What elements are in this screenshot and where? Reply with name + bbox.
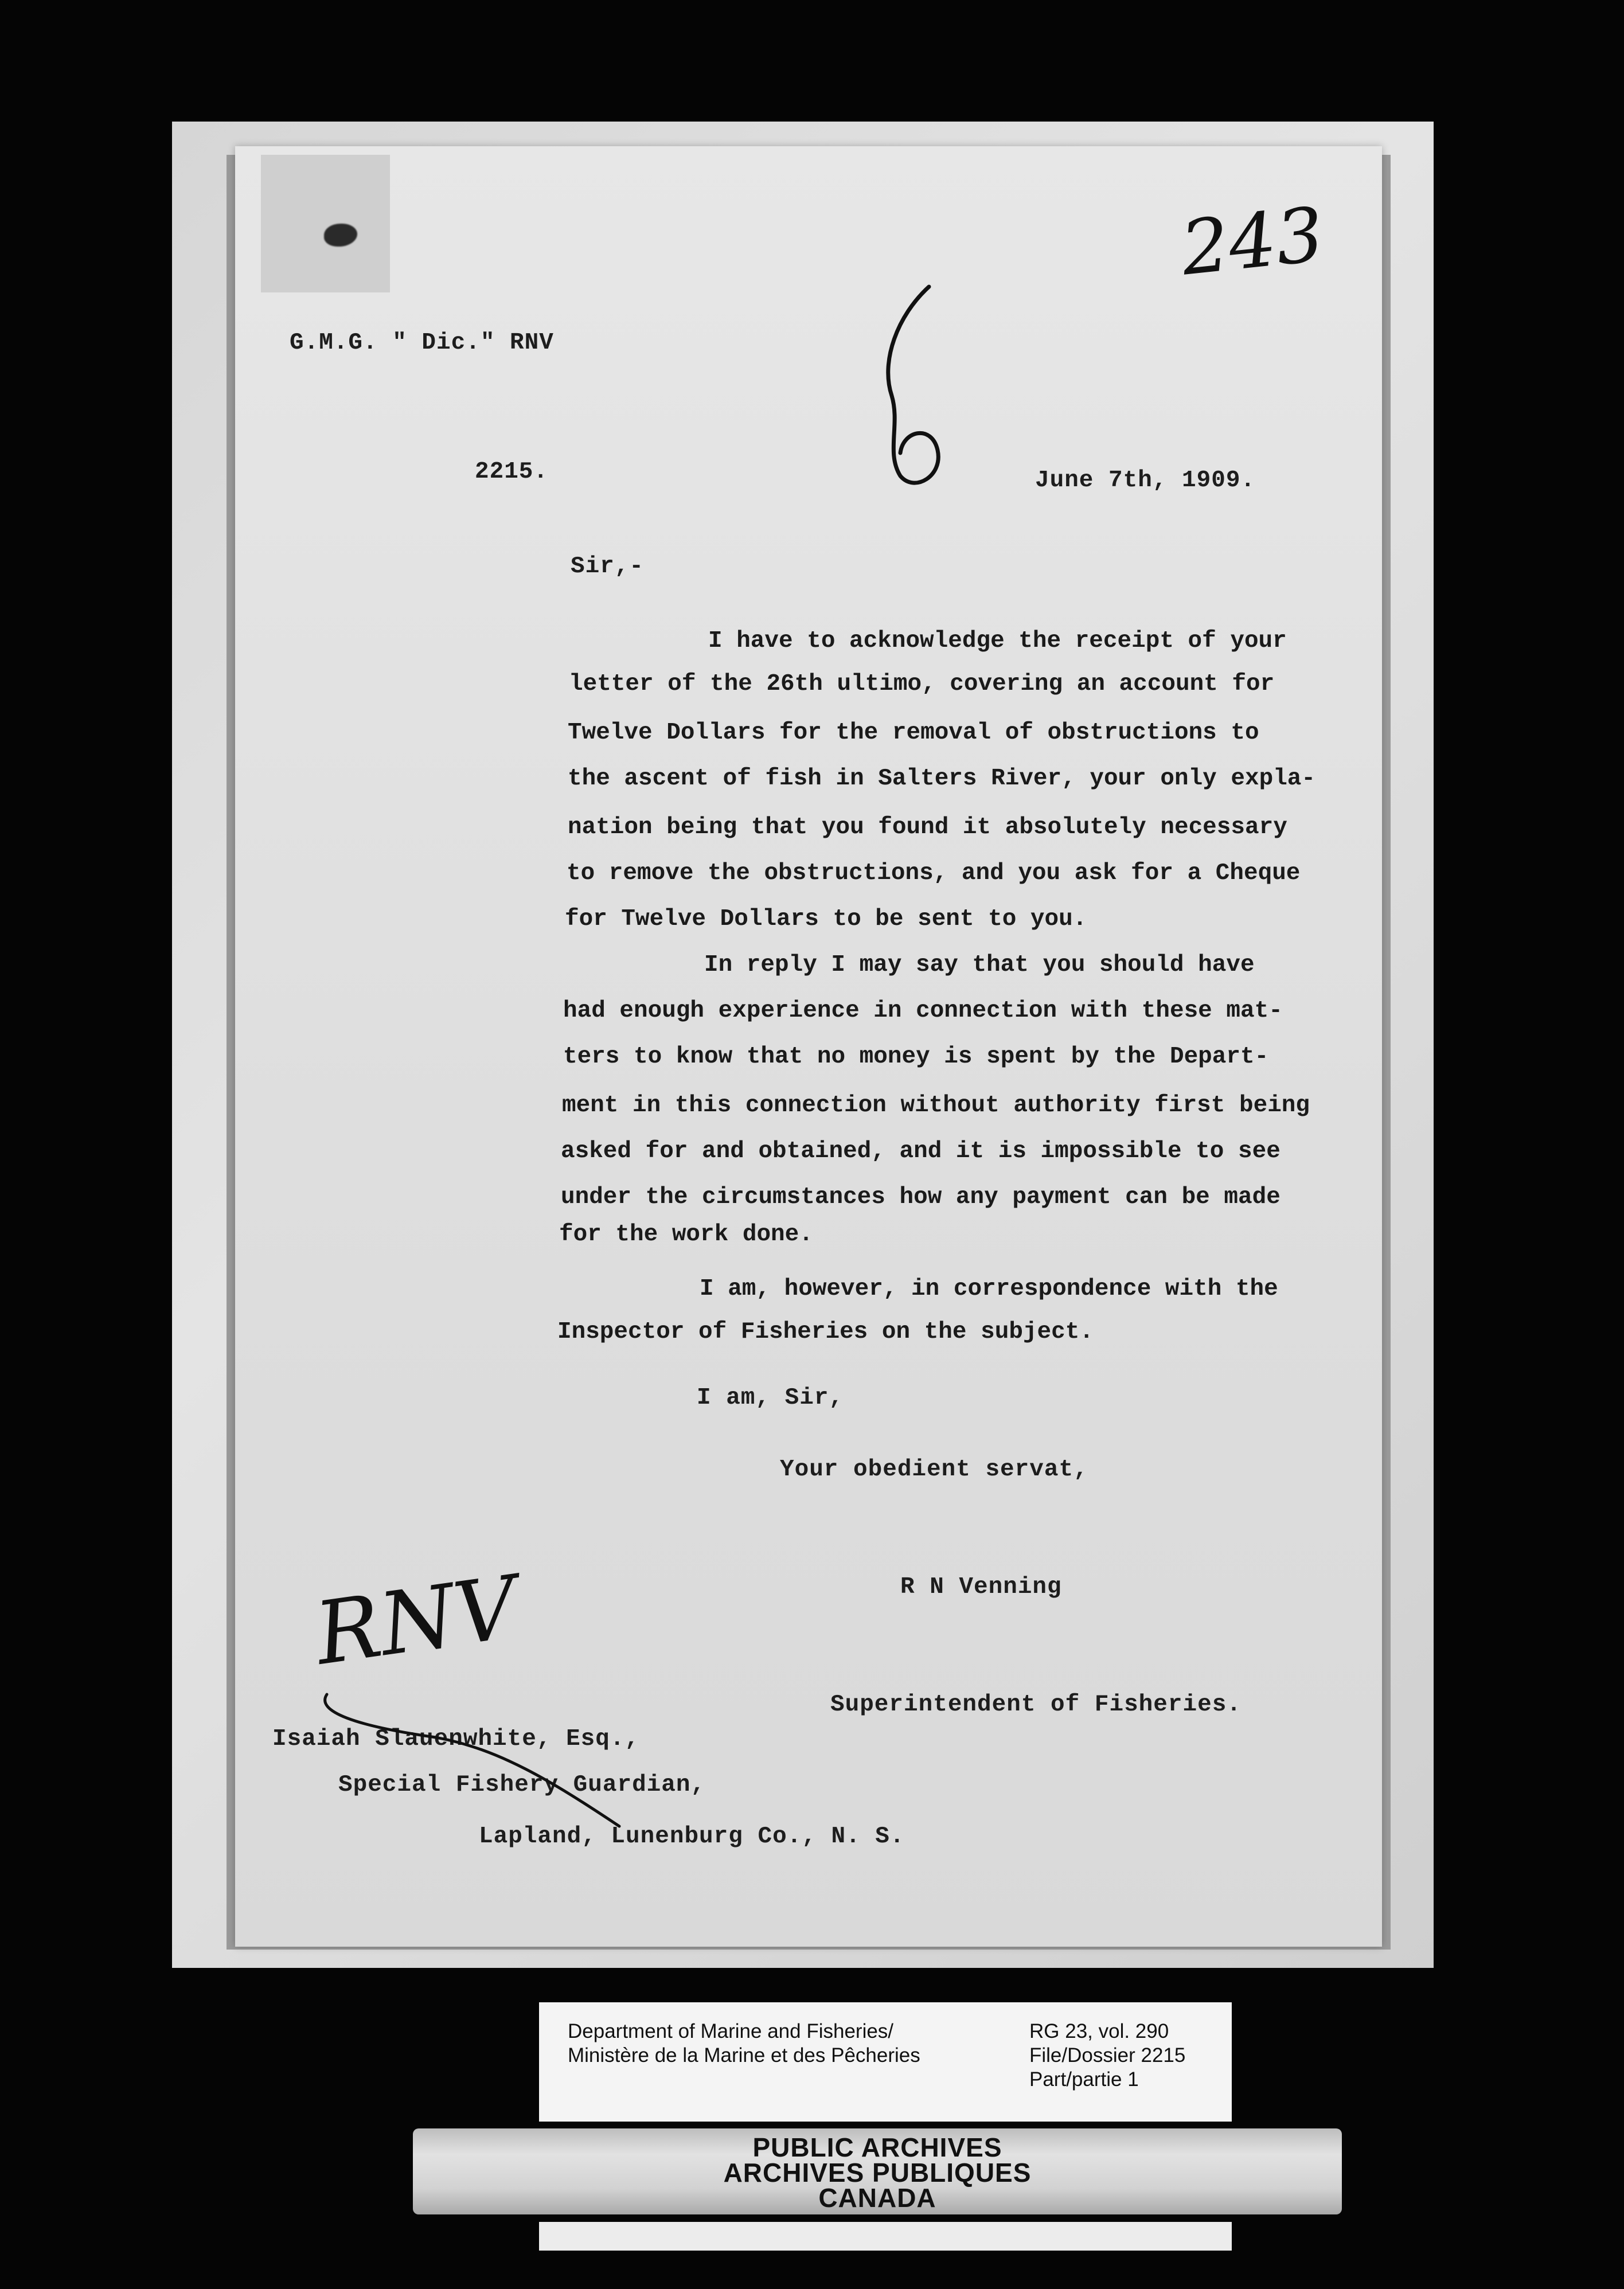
paper-corner-tab (261, 155, 390, 292)
body-line: had enough experience in connection with these mat- (563, 998, 1283, 1024)
reference-code: G.M.G. " Dic." RNV (290, 330, 554, 356)
body-line: letter of the 26th ultimo, covering an account for (569, 671, 1275, 697)
body-line: for Twelve Dollars to be sent to you. (565, 906, 1087, 932)
salutation: Sir,- (571, 553, 645, 580)
page-number: 243 (1177, 190, 1328, 292)
department-block (568, 2020, 920, 2068)
closing-servant: Your obedient servat, (780, 1456, 1088, 1483)
body-line: Twelve Dollars for the removal of obstructions to (568, 720, 1259, 746)
body-line: In reply I may say that you should have (704, 952, 1255, 978)
department-french: Ministère de la Marine et des Pêcheries (568, 2044, 920, 2067)
body-line: Inspector of Fisheries on the subject. (557, 1319, 1094, 1345)
archive-stamp (413, 2128, 1342, 2214)
signatory-title: Superintendent of Fisheries. (830, 1692, 1242, 1718)
handwritten-six (875, 281, 955, 493)
file-dossier: File/Dossier 2215 (1029, 2044, 1186, 2067)
body-line: ment in this connection without authority first being (562, 1092, 1310, 1119)
closing: I am, Sir, (697, 1385, 844, 1411)
part-partie: Part/partie 1 (1029, 2068, 1139, 2091)
body-line: I have to acknowledge the receipt of your (708, 628, 1287, 654)
bottom-strip (539, 2222, 1232, 2251)
archive-reference-label (539, 2002, 1232, 2122)
stamp-line-3: CANADA (818, 2183, 936, 2213)
body-line: ters to know that no money is spent by the Depart- (563, 1044, 1269, 1070)
file-number: 2215. (475, 459, 549, 485)
body-line: the ascent of fish in Salters River, your only expla- (568, 765, 1316, 792)
letter-date: June 7th, 1909. (1035, 467, 1256, 494)
record-group: RG 23, vol. 290 (1029, 2020, 1169, 2042)
addressee-role: Special Fishery Guardian, (338, 1772, 706, 1798)
department-english: Department of Marine and Fisheries/ (568, 2020, 894, 2042)
body-line: I am, however, in correspondence with the (700, 1276, 1278, 1302)
body-line: asked for and obtained, and it is impossible to see (561, 1138, 1281, 1165)
body-line: nation being that you found it absolutely necessary (568, 814, 1287, 841)
body-line: to remove the obstructions, and you ask for a Cheque (567, 860, 1301, 886)
stamp-line-1: PUBLIC ARCHIVES (752, 2132, 1002, 2162)
addressee-location: Lapland, Lunenburg Co., N. S. (479, 1823, 905, 1850)
record-block (1029, 2020, 1185, 2092)
addressee-name: Isaiah Slauenwhite, Esq., (272, 1726, 640, 1752)
stamp-line-2: ARCHIVES PUBLIQUES (723, 2158, 1032, 2188)
body-line: for the work done. (559, 1221, 813, 1248)
handwritten-initials: RNV (309, 1557, 524, 1685)
signatory-name: R N Venning (900, 1574, 1062, 1600)
body-line: under the circumstances how any payment can be made (561, 1184, 1281, 1210)
pen-stroke (310, 1683, 631, 1832)
